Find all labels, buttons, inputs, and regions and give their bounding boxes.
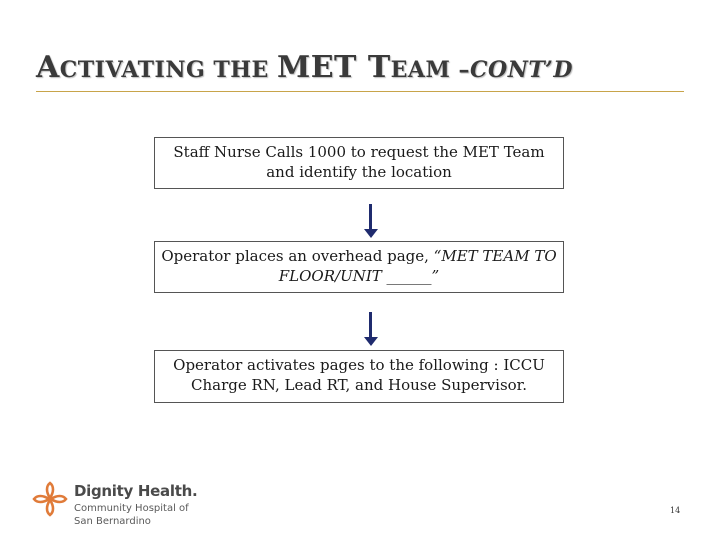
flow-step-3-line1: Operator activates pages to the following : ICCU: [173, 356, 545, 374]
flow-step-2-line1: [161, 246, 557, 266]
page-number: 14: [670, 506, 681, 515]
arrow-down-icon: [364, 229, 378, 238]
title-contd: CONT’D: [470, 57, 573, 83]
flow-step-3: [154, 350, 564, 403]
flow-step-1-line2: and identify the location: [266, 163, 452, 181]
title-eam: EAM: [390, 57, 451, 83]
flow-step-3-line2: Charge RN, Lead RT, and House Supervisor.: [191, 376, 527, 394]
logo-subtitle-1: Community Hospital of: [74, 503, 189, 514]
flow-arrow-1: [362, 204, 380, 238]
flow-step-1: [154, 137, 564, 189]
flow-step-2-prefix: Operator places an overhead page,: [161, 247, 434, 265]
flow-step-2-quote-2: FLOOR/UNIT ______”: [278, 267, 440, 285]
title-underline: [36, 91, 684, 92]
flow-arrow-1-shaft: [369, 204, 372, 230]
flow-step-1-line1: Staff Nurse Calls 1000 to request the MET Team: [173, 143, 545, 161]
logo-subtitle-2: San Bernardino: [74, 516, 151, 527]
flow-step-2-quote-1: “MET TEAM TO: [433, 247, 557, 265]
title-met-t: MET T: [276, 50, 391, 85]
flow-step-2: [154, 241, 564, 293]
title-dash: –: [450, 57, 471, 83]
logo-name: Dignity Health.: [74, 482, 198, 500]
dignity-health-logo: [32, 481, 232, 531]
flow-arrow-2-shaft: [369, 312, 372, 338]
title-initial-a: A: [36, 50, 60, 85]
dignity-health-logo-icon: [32, 481, 68, 517]
title-activating-the: CTIVATING THE: [59, 57, 277, 83]
flow-arrow-2: [362, 312, 380, 346]
arrow-down-icon: [364, 337, 378, 346]
slide-title: [36, 50, 573, 85]
